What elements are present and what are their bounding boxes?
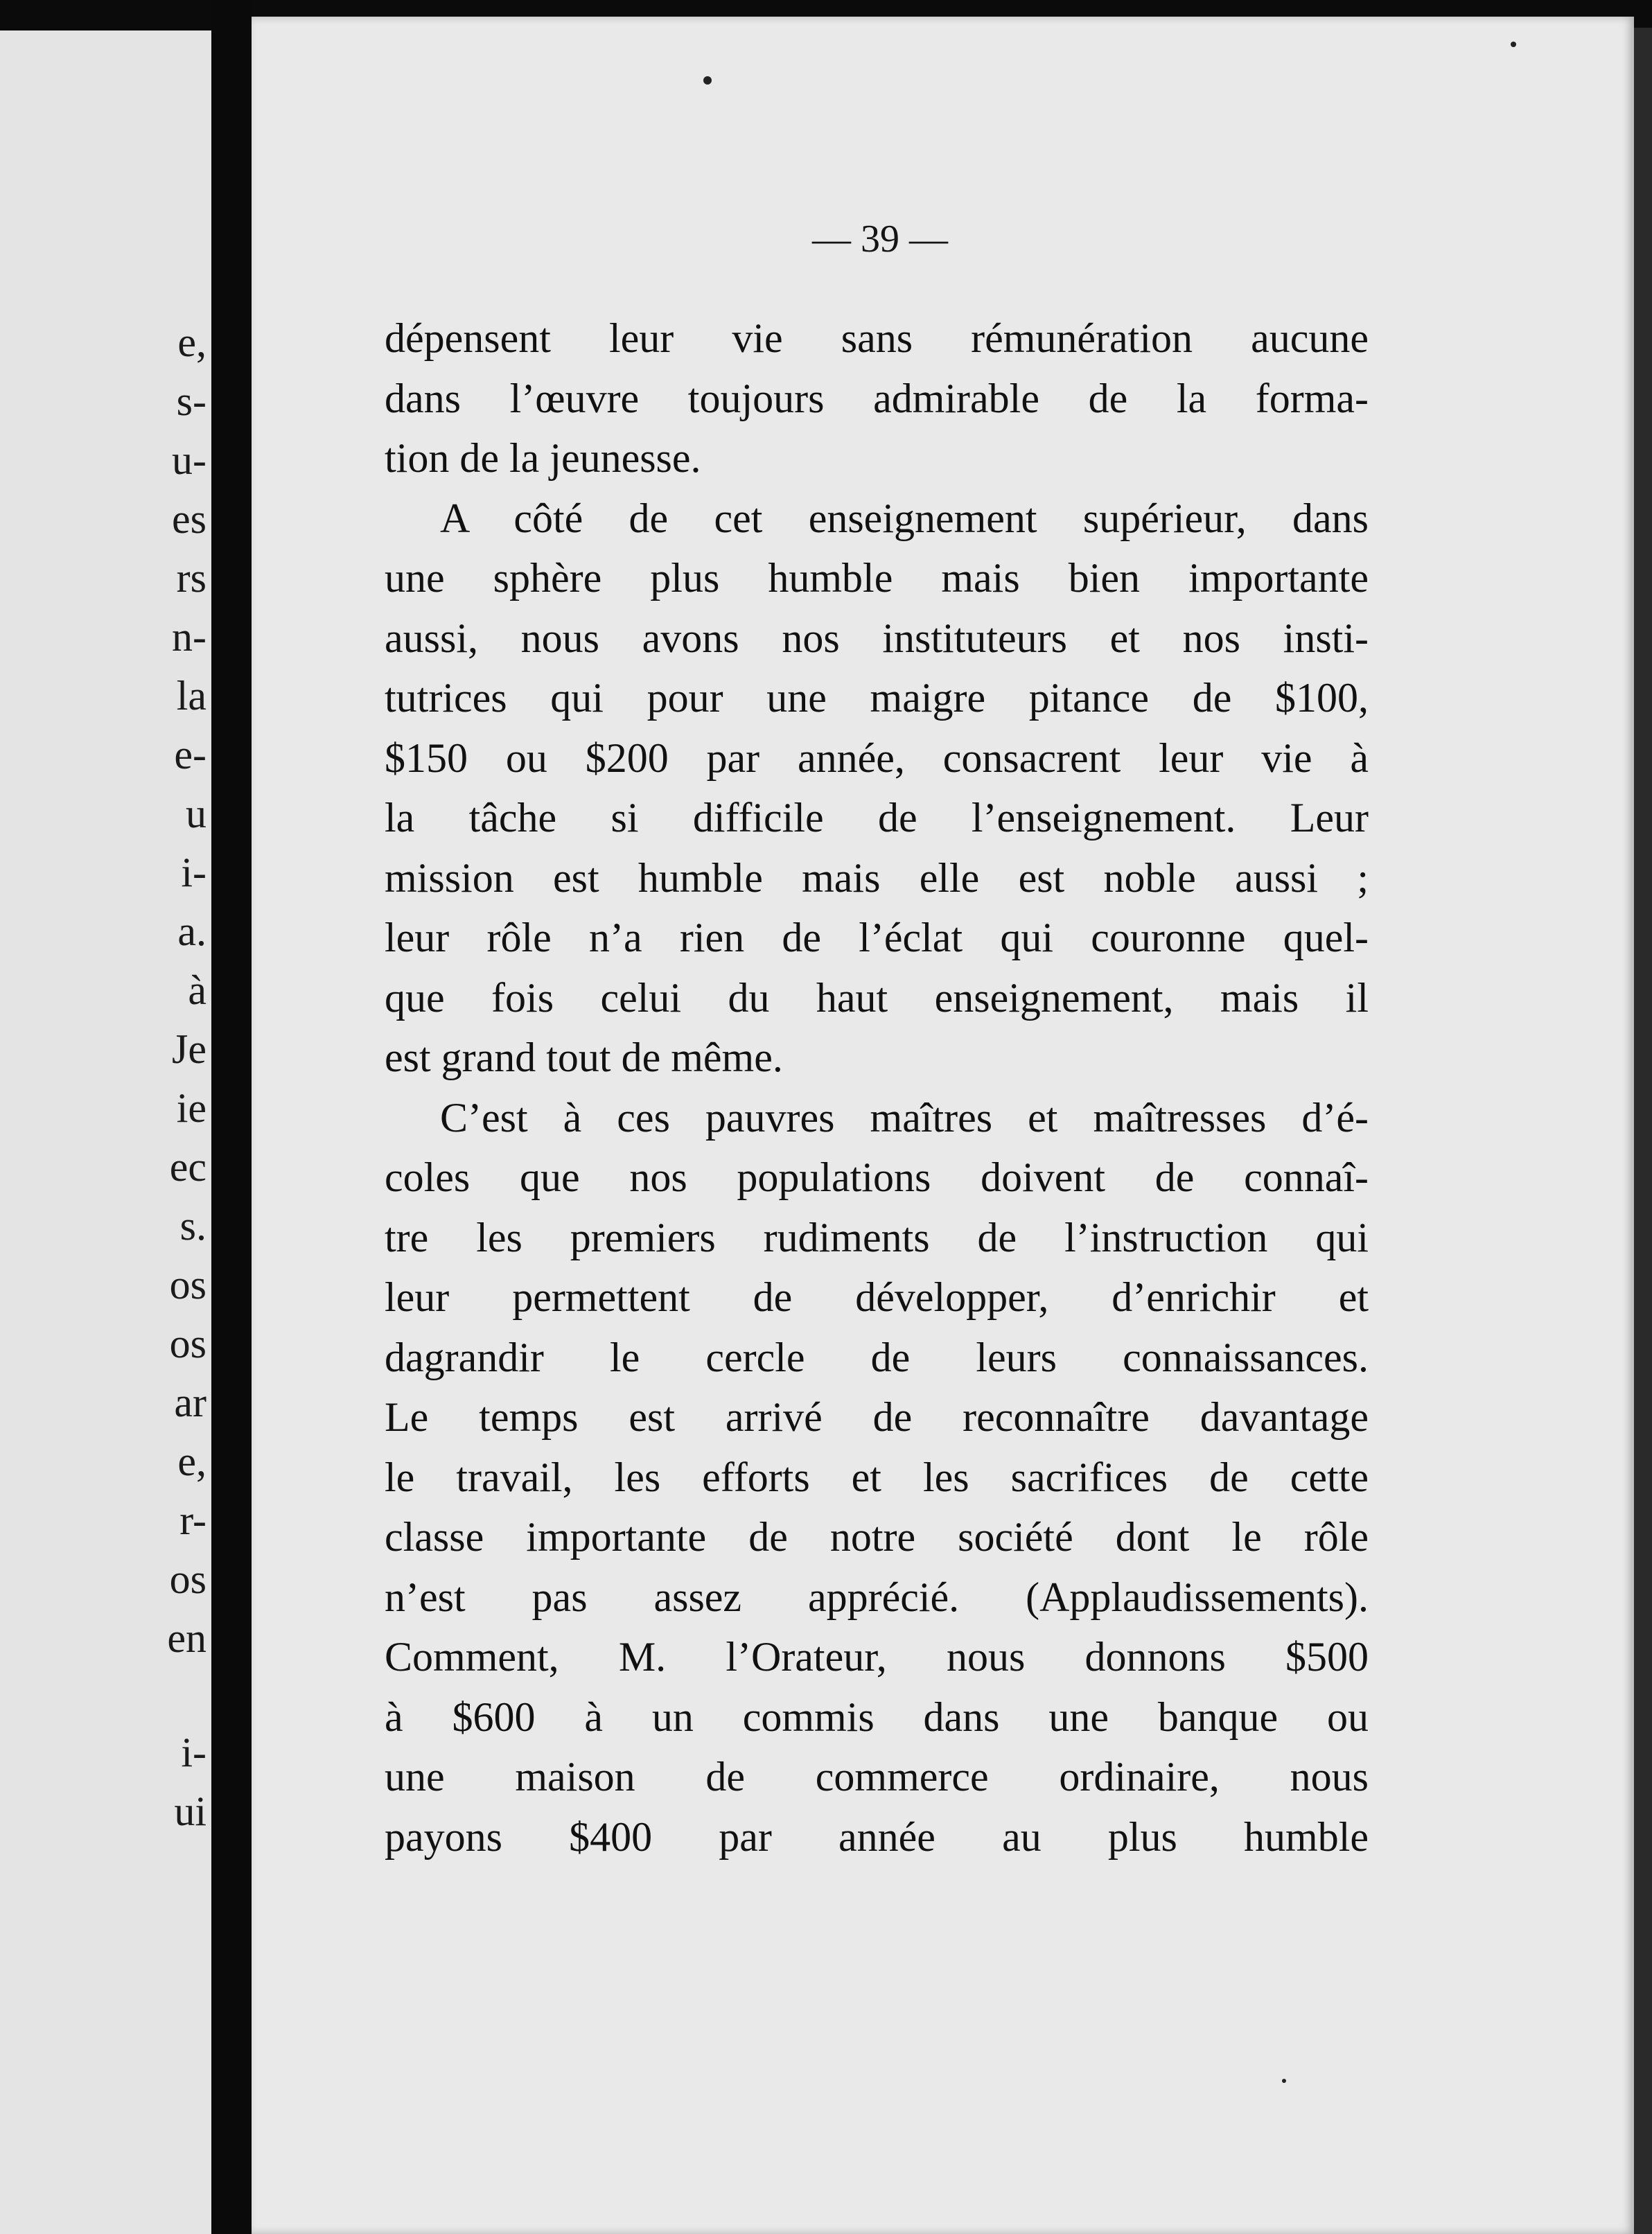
left-page-fragment: ie: [176, 1085, 206, 1131]
left-page-fragment: a.: [177, 908, 206, 954]
left-page-fragment: ui: [174, 1788, 206, 1834]
text-line: classe importante de notre société dont le rôle: [385, 1514, 1369, 1560]
left-page-fragment: s-: [176, 378, 206, 424]
left-page-fragment: u-: [172, 437, 206, 483]
body-text: [385, 308, 1369, 1867]
text-line: Le temps est arrivé de reconnaître davantage: [385, 1394, 1369, 1440]
text-line: aussi, nous avons nos instituteurs et nos insti-: [385, 615, 1369, 661]
text-line: le travail, les efforts et les sacrifices de cette: [385, 1454, 1369, 1500]
text-line: tutrices qui pour une maigre pitance de $100,: [385, 675, 1369, 721]
left-page-fragment: en: [167, 1615, 206, 1661]
text-line: la tâche si difficile de l’enseignement. Leur: [385, 795, 1369, 841]
left-page-fragment: ar: [174, 1380, 206, 1425]
text-line: A côté de cet enseignement supérieur, dans: [440, 495, 1369, 541]
left-page-fragment: e,: [177, 1439, 206, 1484]
left-page-fragment: la: [176, 673, 206, 719]
left-page-fragment: e,: [177, 319, 206, 365]
text-line: coles que nos populations doivent de connaî-: [385, 1154, 1369, 1200]
ink-speck: [1511, 42, 1516, 47]
left-page-fragment: r-: [179, 1497, 206, 1543]
left-page-fragment: s.: [179, 1203, 206, 1249]
text-line: leur rôle n’a rien de l’éclat qui couronne quel-: [385, 915, 1369, 960]
left-page-fragment: rs: [176, 555, 206, 601]
left-page-fragment: e-: [174, 732, 206, 777]
left-page-fragment: u: [186, 791, 206, 836]
text-line: Comment, M. l’Orateur, nous donnons $500: [385, 1634, 1369, 1680]
page-number: — 39 —: [812, 218, 948, 261]
ink-speck: [703, 76, 712, 85]
text-line: que fois celui du haut enseignement, mais il: [385, 974, 1369, 1021]
text-line: dans l’œuvre toujours admirable de la forma-: [385, 375, 1369, 421]
text-line: tion de la jeunesse.: [385, 435, 701, 481]
left-page-fragment: i-: [181, 850, 206, 895]
left-page-fragment: os: [169, 1321, 206, 1366]
text-line: n’est pas assez apprécié. (Applaudissements).: [385, 1574, 1369, 1620]
page-edge-shadow: [1634, 28, 1652, 2234]
ink-speck: [1282, 2079, 1286, 2083]
text-line: C’est à ces pauvres maîtres et maîtresses d’é-: [440, 1094, 1369, 1141]
book-spine-gutter: [211, 0, 252, 2234]
text-line: dépensent leur vie sans rémunération aucune: [385, 315, 1369, 361]
left-page: [0, 30, 211, 2234]
text-line: tre les premiers rudiments de l’instruction qui: [385, 1214, 1369, 1260]
text-line: payons $400 par année au plus humble: [385, 1813, 1369, 1860]
text-line: leur permettent de développer, d’enrichir et: [385, 1274, 1369, 1320]
left-page-fragment: ec: [169, 1144, 206, 1190]
text-line: $150 ou $200 par année, consacrent leur vie à: [385, 735, 1369, 781]
left-page-fragment: à: [188, 967, 206, 1013]
left-page-fragment: os: [169, 1556, 206, 1602]
text-line: une maison de commerce ordinaire, nous: [385, 1754, 1369, 1800]
text-line: est grand tout de même.: [385, 1035, 783, 1080]
text-line: dagrandir le cercle de leurs connaissances.: [385, 1334, 1369, 1380]
left-page-fragment: i-: [181, 1730, 206, 1775]
text-line: mission est humble mais elle est noble aussi ;: [385, 854, 1369, 901]
text-line: à $600 à un commis dans une banque ou: [385, 1694, 1369, 1740]
left-page-fragment: es: [172, 496, 206, 542]
left-page-fragment: Je: [172, 1026, 206, 1072]
left-page-fragment: n-: [172, 614, 206, 660]
text-line: une sphère plus humble mais bien importante: [385, 555, 1369, 601]
left-page-fragment: os: [169, 1262, 206, 1308]
